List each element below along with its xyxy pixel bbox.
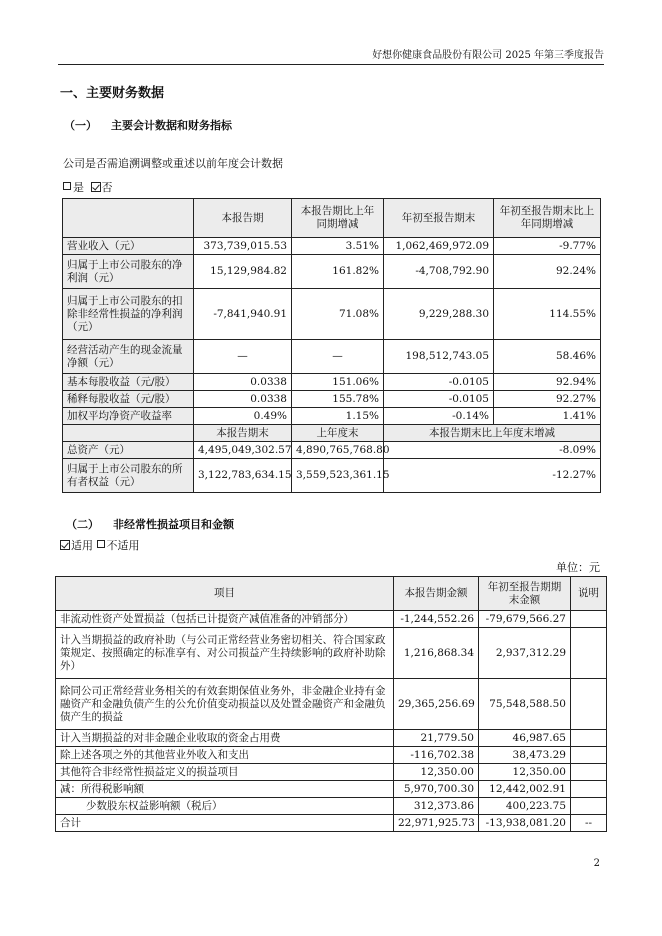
table-cell: 15,129,984.82 [194,255,292,289]
table-cell: -0.0105 [384,391,494,408]
checkbox-unchecked-icon [97,540,105,548]
table-row [63,442,601,459]
table-cell: 92.27% [494,391,601,408]
item-label: 减：所得税影响额 [56,781,394,798]
subsection-title-2 [66,516,234,532]
table-cell: 151.06% [292,374,384,391]
table-cell: 4,890,765,768.80 [292,442,384,459]
non-recurring-items-table [55,576,607,832]
table-cell: 3.51% [292,238,384,255]
row-label: 归属于上市公司股东的扣除非经常性损益的净利润（元） [63,289,194,340]
table-row [63,340,601,374]
table-cell: — [194,340,292,374]
table-cell: -12.27% [384,459,601,493]
header-cell: 上年度末 [292,425,384,442]
header-cell [63,425,194,442]
row-label: 营业收入（元） [63,238,194,255]
page-header: 好想你健康食品股份有限公司 2025 年第三季度报告 [58,46,604,65]
table-cell: 71.08% [292,289,384,340]
checkbox-checked-icon [60,540,70,550]
item-label: 非流动性资产处置损益（包括已计提资产减值准备的冲销部分） [56,611,394,628]
table-cell: -9.77% [494,238,601,255]
table-row [63,289,601,340]
header-cell: 本报告期金额 [394,577,479,611]
table-cell: 92.94% [494,374,601,391]
table-row [63,459,601,493]
restate-question: 公司是否需追溯调整或重述以前年度会计数据 [63,157,283,170]
header-cell: 年初至报告期末 [384,199,494,238]
checkbox-unchecked-icon [63,182,71,190]
table-cell [571,679,607,730]
table-cell: 92.24% [494,255,601,289]
table-cell [571,611,607,628]
header-cell: 年初至报告期末比上年同期增减 [494,199,601,238]
table-row [56,730,607,747]
subsection-label: 主要会计数据和财务指标 [111,119,232,132]
header-cell: 本报告期末比上年度末增减 [384,425,601,442]
table-cell [571,730,607,747]
table-header-row [56,577,607,611]
table-cell: 3,122,783,634.15 [194,459,292,493]
table-cell: 12,442,002.91 [479,781,571,798]
table-header-row [63,199,601,238]
item-label: 计入当期损益的政府补助（与公司正常经营业务密切相关、符合国家政策规定、按照确定的标准享有、对公司损益产生持续影响的政府补助除外） [56,628,394,679]
table-row [63,255,601,289]
subsection-title-1 [64,117,232,133]
table-cell: 12,350.00 [394,764,479,781]
row-label: 归属于上市公司股东的净利润（元） [63,255,194,289]
table-row [63,374,601,391]
table-row [63,238,601,255]
header-cell [63,199,194,238]
table-cell: -0.0105 [384,374,494,391]
header-cell: 本报告期 [194,199,292,238]
section-title: 一、主要财务数据 [60,86,165,101]
choice-yes-label: 是 [73,181,84,194]
item-label: 除上述各项之外的其他营业外收入和支出 [56,747,394,764]
table-cell: 1.41% [494,408,601,425]
header-cell: 说明 [571,577,607,611]
table-row [56,764,607,781]
table-row [56,798,607,815]
table-cell: 0.0338 [194,374,292,391]
restate-choice [63,179,113,195]
row-label: 总资产（元） [63,442,194,459]
table-cell: -1,244,552.26 [394,611,479,628]
table-cell: -0.14% [384,408,494,425]
header-cell: 本报告期末 [194,425,292,442]
table-cell [571,798,607,815]
table-cell: 38,473.29 [479,747,571,764]
header-cell: 本报告期比上年同期增减 [292,199,384,238]
item-label: 其他符合非经常性损益定义的损益项目 [56,764,394,781]
table-cell: 1,062,469,972.09 [384,238,494,255]
table-row [56,679,607,730]
choice-not-applicable-label: 不适用 [106,539,140,552]
table-cell: 400,223.75 [479,798,571,815]
table-cell: 373,739,015.53 [194,238,292,255]
item-label: 少数股东权益影响额（税后） [56,798,394,815]
table-cell: -13,938,081.20 [479,815,571,832]
table-cell: -116,702.38 [394,747,479,764]
table-cell: 155.78% [292,391,384,408]
table-subheader-row [63,425,601,442]
row-label: 经营活动产生的现金流量净额（元） [63,340,194,374]
table-cell [571,628,607,679]
table-row [56,628,607,679]
row-label: 归属于上市公司股东的所有者权益（元） [63,459,194,493]
table-cell: — [292,340,384,374]
item-label: 除同公司正常经营业务相关的有效套期保值业务外，非金融企业持有金融资产和金融负债产生的公允价值变动损益以及处置金融资产和金融负债产生的损益 [56,679,394,730]
table-cell: 198,512,743.05 [384,340,494,374]
table-cell: 1.15% [292,408,384,425]
table-cell: 58.46% [494,340,601,374]
table-cell: 5,970,700.30 [394,781,479,798]
row-label: 加权平均净资产收益率 [63,408,194,425]
subsection-label: 非经常性损益项目和金额 [113,518,234,531]
table-row [63,391,601,408]
table-cell: 0.0338 [194,391,292,408]
choice-no-label: 否 [101,181,113,194]
checkbox-checked-icon [91,182,101,192]
row-label: 基本每股收益（元/股） [63,374,194,391]
table-cell: 114.55% [494,289,601,340]
table-cell: 4,495,049,302.57 [194,442,292,459]
item-label: 合计 [56,815,394,832]
table-cell: 0.49% [194,408,292,425]
table-cell: 161.82% [292,255,384,289]
table-cell: -79,679,566.27 [479,611,571,628]
table-cell [571,781,607,798]
table-cell [571,747,607,764]
table-cell: 2,937,312.29 [479,628,571,679]
table-cell: 29,365,256.69 [394,679,479,730]
table-row [56,781,607,798]
table-cell: 22,971,925.73 [394,815,479,832]
table-cell: 1,216,868.34 [394,628,479,679]
applicable-choice [60,537,140,553]
financial-data-table [62,198,601,493]
table-cell: 312,373.86 [394,798,479,815]
table-row [63,408,601,425]
row-label: 稀释每股收益（元/股） [63,391,194,408]
table-cell: 3,559,523,361.15 [292,459,384,493]
table-cell: 21,779.50 [394,730,479,747]
table-cell: 9,229,288.30 [384,289,494,340]
header-cell: 年初至报告期期末金额 [479,577,571,611]
table-row [56,747,607,764]
choice-applicable-label: 适用 [71,539,93,552]
table-cell [571,764,607,781]
table-total-row [56,815,607,832]
page-number: 2 [593,858,600,869]
header-cell: 项目 [56,577,394,611]
table-row [56,611,607,628]
table-cell: 75,548,588.50 [479,679,571,730]
table-cell: -4,708,792.90 [384,255,494,289]
subsection-number: （一） [64,119,97,132]
table-cell: 12,350.00 [479,764,571,781]
item-label: 计入当期损益的对非金融企业收取的资金占用费 [56,730,394,747]
table-cell: -7,841,940.91 [194,289,292,340]
table-cell: 46,987.65 [479,730,571,747]
subsection-number: （二） [66,518,99,531]
table-cell: -- [571,815,607,832]
unit-label: 单位：元 [556,561,600,574]
table-cell: -8.09% [384,442,601,459]
